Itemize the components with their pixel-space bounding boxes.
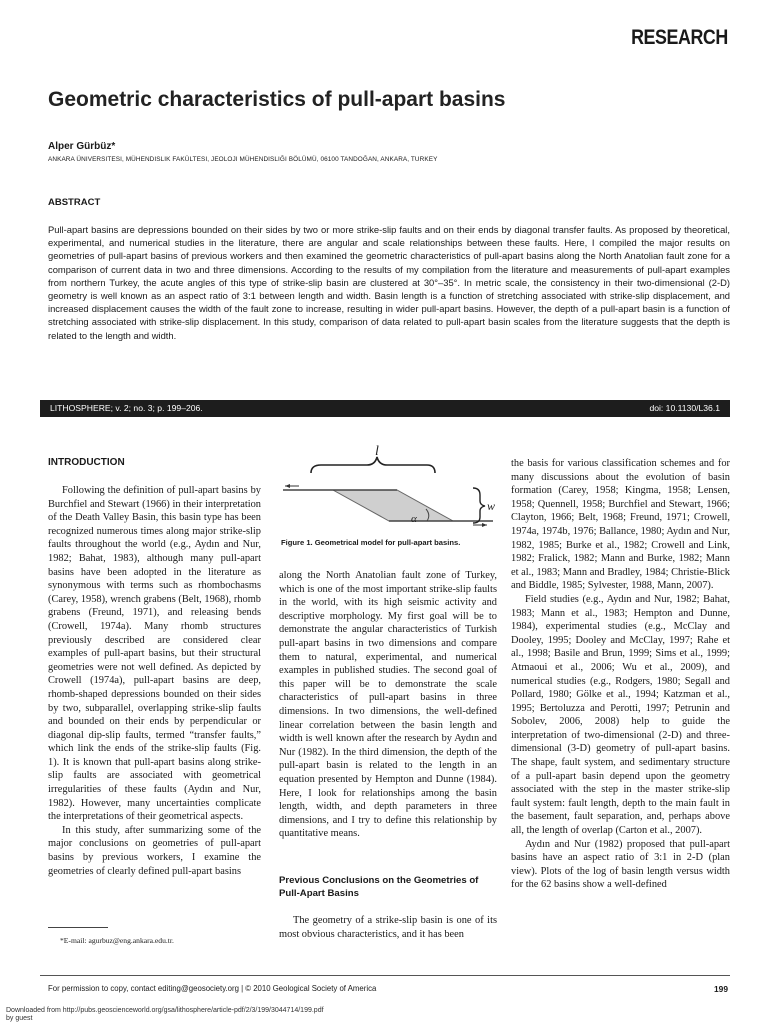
width-brace xyxy=(473,488,485,523)
arrow-upper-head xyxy=(285,484,290,488)
author-name: Alper Gürbüz* xyxy=(48,141,116,152)
download-line-1[interactable]: Downloaded from http://pubs.geoscienceworld.org/gsa/lithosphere/article-pdf/2/3/199/3044714/199.pdf xyxy=(6,1007,324,1014)
arrow-lower-head xyxy=(482,523,487,527)
intro-paragraph-3: along the North Anatolian fault zone of Turkey, which is one of the most important strike-slip faults in the world, with its high seismic activity and descriptive morphology. My first goal will be to demonstrate the angular characteristics of Turkish pull-apart basins in two dimensions and compare them to natural, experimental, and numerical examples in published studies. The second goal of this paper will be to demonstrate the scale characteristics of pull-apart basins in three dimensions. In two dimensions, the well-defined linear correlation between the basin length and width is well known after the research by Aydın and Nur (1982). In the third dimension, the depth of the pull-apart basin is related to the length in an equation presented by Hempton and Dunne (1984). Here, I look for relationships among the basin length, width, and depth parameters in three dimensions, and I try to define this relationship by quantitative means. xyxy=(279,570,497,840)
article-title: Geometric characteristics of pull-apart basins xyxy=(48,88,506,111)
footnote-email: *E-mail: agurbuz@eng.ankara.edu.tr. xyxy=(60,936,174,945)
angle-label: α xyxy=(411,513,417,525)
length-label: l xyxy=(375,444,379,459)
previous-paragraph-1: The geometry of a strike-slip basin is one of its most obvious characteristics, and it has been xyxy=(279,915,497,940)
footer-permission: For permission to copy, contact editing@geosociety.org | © 2010 Geological Society of America xyxy=(48,984,377,993)
figure-caption: Figure 1. Geometrical model for pull-apart basins. xyxy=(281,538,461,547)
section-heading-introduction: INTRODUCTION xyxy=(48,457,125,468)
col3-paragraph-3: Aydın and Nur (1982) proposed that pull-apart basins have an aspect ratio of 3:1 in 2-D (plan view). Plots of the log of basin length versus width for the 62 basins show a well-defined xyxy=(511,838,730,891)
column-2 xyxy=(279,569,497,841)
page-number: 199 xyxy=(714,984,728,994)
basin-shape xyxy=(333,490,453,521)
footnote-divider xyxy=(48,927,108,928)
width-label: w xyxy=(487,499,496,513)
download-note xyxy=(6,1007,324,1023)
intro-paragraph-2: In this study, after summarizing some of the major conclusions on geometries of pull-apart basins by previous workers, I examine the geometries of clearly defined pull-apart basins xyxy=(48,824,261,877)
pull-apart-basin-diagram xyxy=(277,443,499,538)
intro-paragraph-1: Following the definition of pull-apart basins by Burchfiel and Stewart (1966) in their interpretation of the Death Valley Basin, this basin type has been recognized numerous times along major strike-slip faults throughout the world (e.g., Aydın and Nur, 1982; Bahat, 1983), although many pull-apart basins have been adopted in the literature as synonymous with terms such as rhombochasms (Carey, 1958), wrench grabens (Belt, 1968), rhomb grabens (Freund, 1971), and releasing bends (Crowell, 1974a). Many rhomb structures previously described are considered clear examples of pull-apart basins, but their structural geometries were not well defined. As depicted by Crowell (1974a), pull-apart basins are deep, rhomb-shaped depressions bounded on their sides by two, subparallel, overlapping strike-slip faults and bounded on their ends by perpendicular or diagonal dip-slip faults, termed “transfer faults,” which link the ends of the strike-slip faults (Fig. 1). It is known that pull-apart basins along strike-slip faults are associated with geometrical irregularities of these faults (Aydın and Nur, 1982). However, many uncertainties complicate the interpretations of their geometrical aspects. xyxy=(48,485,261,823)
author-affiliation: ANKARA ÜNIVERSITESI, MÜHENDISLIK FAKÜLTESI, JEOLOJI MÜHENDISLIĞI BÖLÜMÜ, 06100 TANDOĞAN, ANKARA, TURKEY xyxy=(48,156,438,163)
citation-banner xyxy=(40,400,730,417)
download-line-2: by guest xyxy=(6,1015,33,1022)
section-heading-previous-conclusions: Previous Conclusions on the Geometries of Pull-Apart Basins xyxy=(279,875,479,899)
column-3 xyxy=(511,457,730,892)
figure-1 xyxy=(277,443,499,538)
footer-divider xyxy=(40,975,730,976)
doi-link[interactable]: doi: 10.1130/L36.1 xyxy=(649,403,720,413)
abstract-text: Pull-apart basins are depressions bounded on their sides by two or more strike-slip faults and on their ends by diagonal transfer faults. As proposed by theoretical, experimental, and numerical studies in the literature, there are angular and scale relationships between these faults. Here, I compiled the major results on geometries of pull-apart basins of previous workers and then examined the geometric characteristics of pull-apart basins along the North Anatolian fault zone for a comparison of current data in two and three dimensions. According to the results of my compilation from the literature and measurements of pull-apart examples from northern Turkey, the acute angles of this type of strike-slip basin are clustered at 30°–35°. In metric scale, the consistency in their two-dimensional (2-D) geometry is well known as an aspect ratio of 3:1 between length and width. Basin length is a function of stretching associated with strike-slip displacement, and increased displacement causes the width of the fault zone to increase, resulting in wider pull-apart basins. However, the depth of a pull-apart basin is a function of stretching associated with strike-slip displacement. In this study, comparison of data related to pull-apart basin scales from the literature suggests that the depth is related to the length and width. xyxy=(48,224,730,341)
abstract-heading: ABSTRACT xyxy=(48,197,101,208)
citation: LITHOSPHERE; v. 2; no. 3; p. 199–206. xyxy=(50,403,203,413)
column-1 xyxy=(48,484,261,878)
col3-paragraph-1: the basis for various classification schemes and for many discussions about the evolution of basin formation (Carey, 1958; Kingma, 1958; Lensen, 1958; Quennell, 1958; Burchfiel and Stewart, 1966; Clayton, 1966; Belt, 1968; Freund, 1971; Crowell, 1974a, 1974b, 1976; Ballance, 1980; Aydın and Nur, 1982, 1985; Burke et al., 1982; Crowell and Link, 1982; Fralick, 1982; Mann and Burke, 1982; Mann et al., 1983; Mann and Bradley, 1984; Christie-Blick and Biddle, 1985; Sylvester, 1988, Mann, 2007). xyxy=(511,458,730,592)
length-brace xyxy=(311,457,435,473)
section-label: RESEARCH xyxy=(631,26,728,49)
col3-paragraph-2: Field studies (e.g., Aydın and Nur, 1982; Bahat, 1983; Mann et al., 1983; Hempton and Dunne, 1984), experimental studies (e.g., McClay and Dooley, 1995; Dooley and McClay, 1997; Rahe et al., 1998; Basile and Brun, 1999; Sims et al., 1999; Atmaoui et al., 2006; Wu et al., 2009), and numerical studies (e.g., Rodgers, 1980; Segall and Pollard, 1980; Gölke et al., 1994; Katzman et al., 1995; Bertoluzza and Perotti, 1997; Petrunin and Sobolev, 2006, 2008) help to guide the interpretation of two-dimensional (2-D) and three-dimensional (3-D) geometry of pull-apart basins. The shape, fault system, and sedimentary structure of a pull-apart basin depend upon the geometry associated with the step in the master strike-slip fault system: fault length, depth to the main fault in the basement, fault separation, and, perhaps above all, the length of overlap (Carton et al., 2007). xyxy=(511,593,730,837)
column-2-lower xyxy=(279,914,497,941)
